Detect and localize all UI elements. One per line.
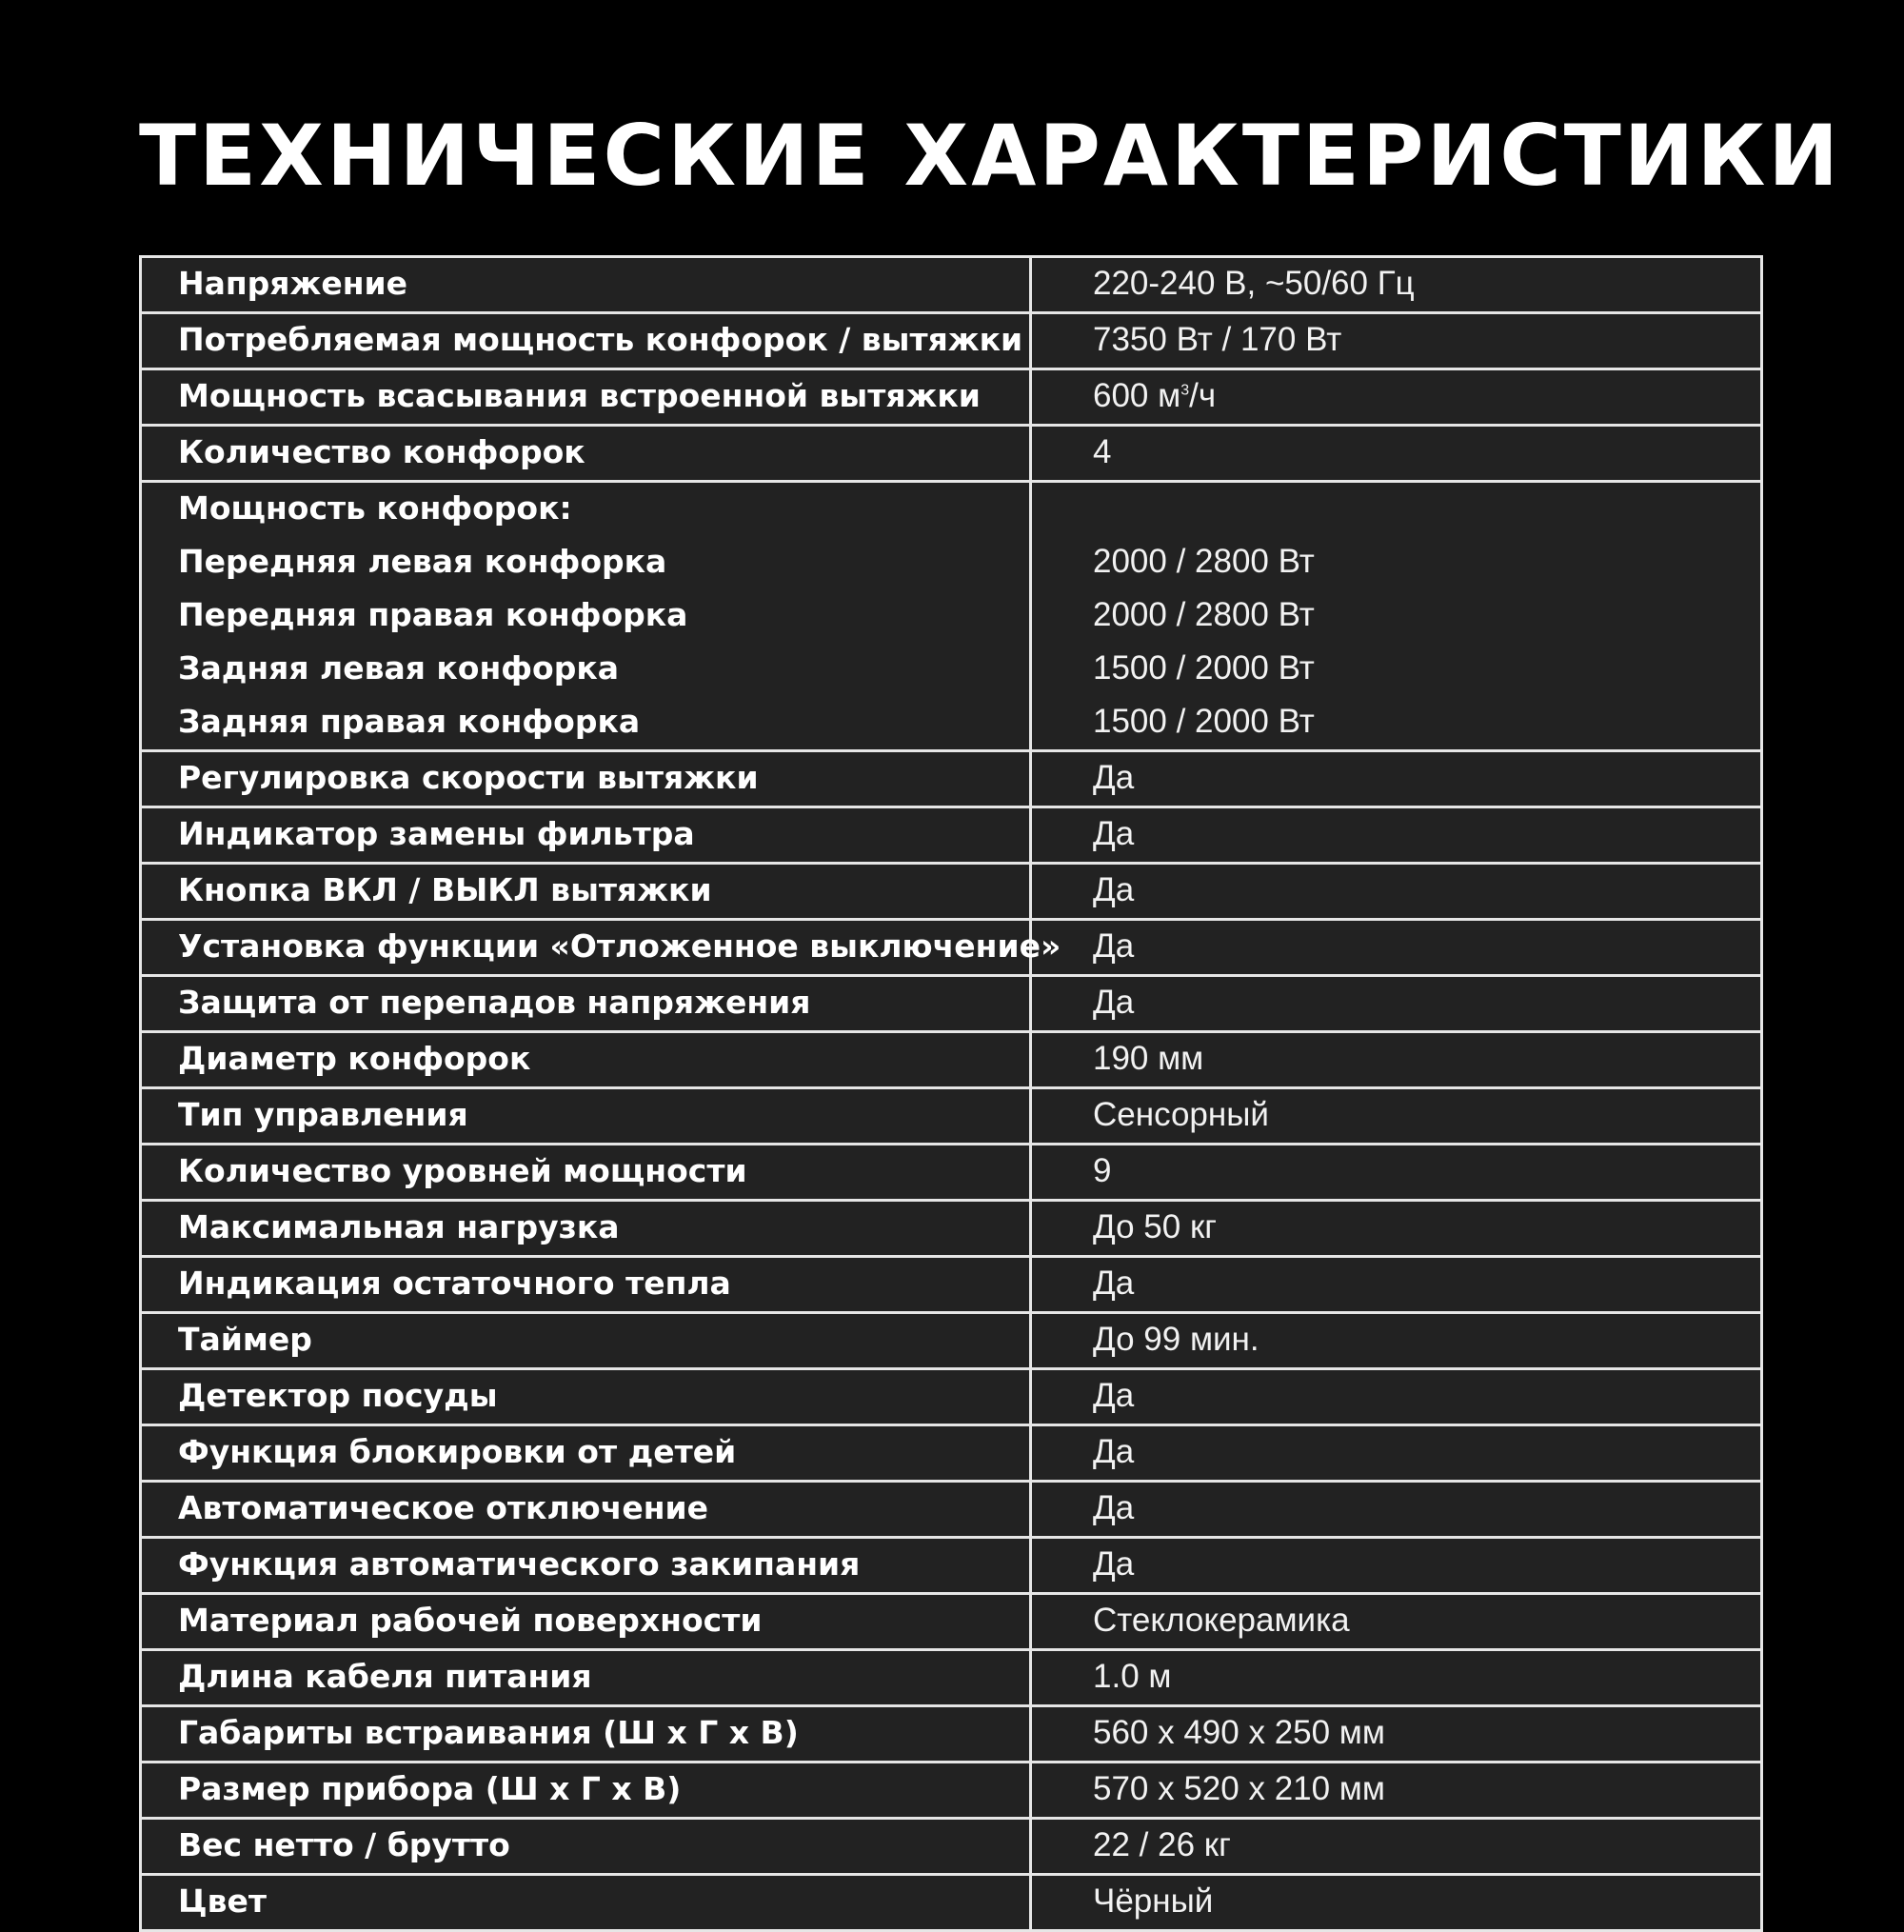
spec-sub-label: Передняя правая конфорка [178, 596, 688, 633]
page-title: ТЕХНИЧЕСКИЕ ХАРАКТЕРИСТИКИ [139, 107, 1842, 205]
spec-value [1032, 483, 1760, 536]
spec-label: Регулировка скорости вытяжки [178, 759, 759, 796]
spec-value-cell [1031, 864, 1762, 920]
table-row [141, 1145, 1762, 1201]
table-row [141, 1706, 1762, 1763]
spec-value-cell [1031, 426, 1762, 482]
spec-value [1032, 370, 1760, 424]
spec-label: Детектор посуды [178, 1377, 498, 1414]
spec-value: Да [1093, 759, 1135, 796]
table-row [141, 1313, 1762, 1369]
spec-label: Автоматическое отключение [178, 1489, 709, 1526]
spec-value: 1.0 м [1093, 1658, 1172, 1695]
spec-value-cell [1031, 1763, 1762, 1819]
spec-label-cell [141, 1650, 1031, 1706]
spec-label: Мощность конфорок: [178, 489, 572, 527]
table-row [141, 1875, 1762, 1931]
spec-value-cell [1031, 1313, 1762, 1369]
spec-label-cell [141, 807, 1031, 864]
spec-label-cell [141, 1763, 1031, 1819]
spec-label-cell [141, 1369, 1031, 1425]
spec-label: Длина кабеля питания [178, 1658, 592, 1695]
spec-label-cell [141, 1201, 1031, 1257]
spec-label-cell [141, 1875, 1031, 1931]
spec-label-cell [141, 1088, 1031, 1145]
table-row [141, 1088, 1762, 1145]
spec-label-cell [141, 1145, 1031, 1201]
spec-value: Да [1093, 871, 1135, 908]
spec-value-cell [1031, 1088, 1762, 1145]
spec-label: Напряжение [178, 265, 408, 302]
spec-label: Функция блокировки от детей [178, 1433, 737, 1470]
spec-label: Габариты встраивания (Ш х Г х В) [178, 1714, 799, 1751]
spec-value-cell [1031, 1425, 1762, 1482]
spec-value: До 99 мин. [1093, 1321, 1259, 1358]
spec-value-text: 600 м [1093, 377, 1181, 414]
spec-value-cell [1031, 1145, 1762, 1201]
table-row [141, 313, 1762, 369]
spec-label: Цвет [178, 1882, 268, 1920]
table-row [141, 807, 1762, 864]
spec-value-cell [1031, 751, 1762, 807]
spec-value-cell [1031, 1819, 1762, 1875]
spec-value: 190 мм [1093, 1040, 1204, 1077]
table-row [141, 482, 1762, 751]
spec-label-cell [141, 369, 1031, 426]
spec-label: Защита от перепадов напряжения [178, 984, 811, 1021]
spec-value-cell [1031, 1201, 1762, 1257]
spec-sub-label: Задняя правая конфорка [178, 703, 641, 740]
spec-label-cell [141, 1032, 1031, 1088]
table-row [141, 1763, 1762, 1819]
spec-label: Кнопка ВКЛ / ВЫКЛ вытяжки [178, 871, 712, 908]
spec-value-cell [1031, 1369, 1762, 1425]
spec-label-cell [141, 1706, 1031, 1763]
table-row [141, 1201, 1762, 1257]
spec-label-cell [141, 426, 1031, 482]
specs-table-body [141, 257, 1762, 1931]
spec-label-cell [141, 257, 1031, 313]
spec-value-cell [1031, 920, 1762, 976]
spec-label-cell [141, 1313, 1031, 1369]
spec-value: Да [1093, 984, 1135, 1021]
spec-value: 22 / 26 кг [1093, 1826, 1231, 1863]
spec-value: Да [1093, 1433, 1135, 1470]
spec-label: Размер прибора (Ш х Г х В) [178, 1770, 682, 1807]
spec-value-cell [1031, 1875, 1762, 1931]
spec-sub-value: 2000 / 2800 Вт [1093, 543, 1315, 580]
spec-value: Стеклокерамика [1093, 1602, 1350, 1639]
spec-label: Тип управления [178, 1096, 468, 1133]
table-row [141, 1538, 1762, 1594]
table-row [141, 1594, 1762, 1650]
spec-label: Максимальная нагрузка [178, 1208, 620, 1245]
table-row [141, 1369, 1762, 1425]
spec-label: Потребляемая мощность конфорок / вытяжки [178, 321, 1023, 358]
spec-value: 9 [1093, 1152, 1112, 1189]
spec-label: Количество конфорок [178, 433, 585, 470]
spec-value-cell [1031, 1257, 1762, 1313]
spec-value: Сенсорный [1093, 1096, 1269, 1133]
spec-value-cell [1031, 807, 1762, 864]
spec-value-cell [1031, 257, 1762, 313]
spec-label-cell [141, 1257, 1031, 1313]
table-row [141, 426, 1762, 482]
spec-value: Чёрный [1093, 1882, 1214, 1920]
spec-sub-value: 1500 / 2000 Вт [1093, 703, 1315, 740]
spec-label-cell [141, 1594, 1031, 1650]
spec-label-cell [141, 1538, 1031, 1594]
spec-value: 560 х 490 х 250 мм [1093, 1714, 1385, 1751]
specs-table [139, 255, 1763, 1932]
spec-label-cell [141, 313, 1031, 369]
spec-value-cell [1031, 1706, 1762, 1763]
table-row [141, 1482, 1762, 1538]
spec-label-cell [141, 920, 1061, 976]
spec-value: Да [1093, 1265, 1135, 1302]
spec-value: Да [1093, 1489, 1135, 1526]
spec-label: Установка функции «Отложенное выключение» [178, 927, 1061, 965]
spec-value: 220-240 В, ~50/60 Гц [1093, 265, 1415, 302]
spec-label-cell [141, 864, 1031, 920]
spec-label: Мощность всасывания встроенной вытяжки [178, 377, 981, 414]
spec-label: Вес нетто / брутто [178, 1826, 510, 1863]
spec-label-cell [141, 751, 1031, 807]
spec-label-cell [141, 1425, 1031, 1482]
spec-value-cell [1031, 1538, 1762, 1594]
spec-value: 570 х 520 х 210 мм [1093, 1770, 1385, 1807]
spec-value-cell [1031, 1482, 1762, 1538]
spec-value-cell [1031, 1594, 1762, 1650]
spec-label-cell [141, 976, 1031, 1032]
spec-value-cell [1031, 976, 1762, 1032]
spec-label-cell [141, 482, 1031, 751]
table-row [141, 1257, 1762, 1313]
spec-value-cell [1031, 482, 1762, 751]
table-row [141, 1819, 1762, 1875]
spec-label: Таймер [178, 1321, 312, 1358]
spec-value: 4 [1093, 433, 1112, 470]
table-row [141, 1032, 1762, 1088]
table-row [141, 369, 1762, 426]
table-row [141, 976, 1762, 1032]
spec-label: Индикатор замены фильтра [178, 815, 695, 852]
table-row [141, 257, 1762, 313]
spec-value-superscript: 3 [1180, 382, 1190, 399]
spec-label: Индикация остаточного тепла [178, 1265, 731, 1302]
spec-sub-value: 2000 / 2800 Вт [1093, 596, 1315, 633]
spec-label: Количество уровней мощности [178, 1152, 747, 1189]
table-row [141, 1425, 1762, 1482]
spec-value-cell [1031, 1650, 1762, 1706]
spec-value: Да [1093, 927, 1135, 965]
spec-label: Материал рабочей поверхности [178, 1602, 763, 1639]
spec-value-cell [1031, 313, 1762, 369]
spec-sub-label: Задняя левая конфорка [178, 649, 619, 687]
spec-value: 7350 Вт / 170 Вт [1093, 321, 1342, 358]
spec-sub-label: Передняя левая конфорка [178, 543, 667, 580]
spec-label: Диаметр конфорок [178, 1040, 531, 1077]
table-row [141, 1650, 1762, 1706]
spec-value-cell [1031, 1032, 1762, 1088]
spec-value: Да [1093, 815, 1135, 852]
spec-label: Функция автоматического закипания [178, 1545, 861, 1583]
spec-label-cell [141, 1819, 1031, 1875]
spec-value: Да [1093, 1545, 1135, 1583]
table-row [141, 920, 1762, 976]
spec-value-cell [1031, 369, 1762, 426]
table-row [141, 751, 1762, 807]
spec-value-suffix: /ч [1189, 377, 1217, 414]
spec-sub-value: 1500 / 2000 Вт [1093, 649, 1315, 687]
spec-value: До 50 кг [1093, 1208, 1218, 1245]
spec-value: Да [1093, 1377, 1135, 1414]
table-row [141, 864, 1762, 920]
spec-label-cell [141, 1482, 1031, 1538]
